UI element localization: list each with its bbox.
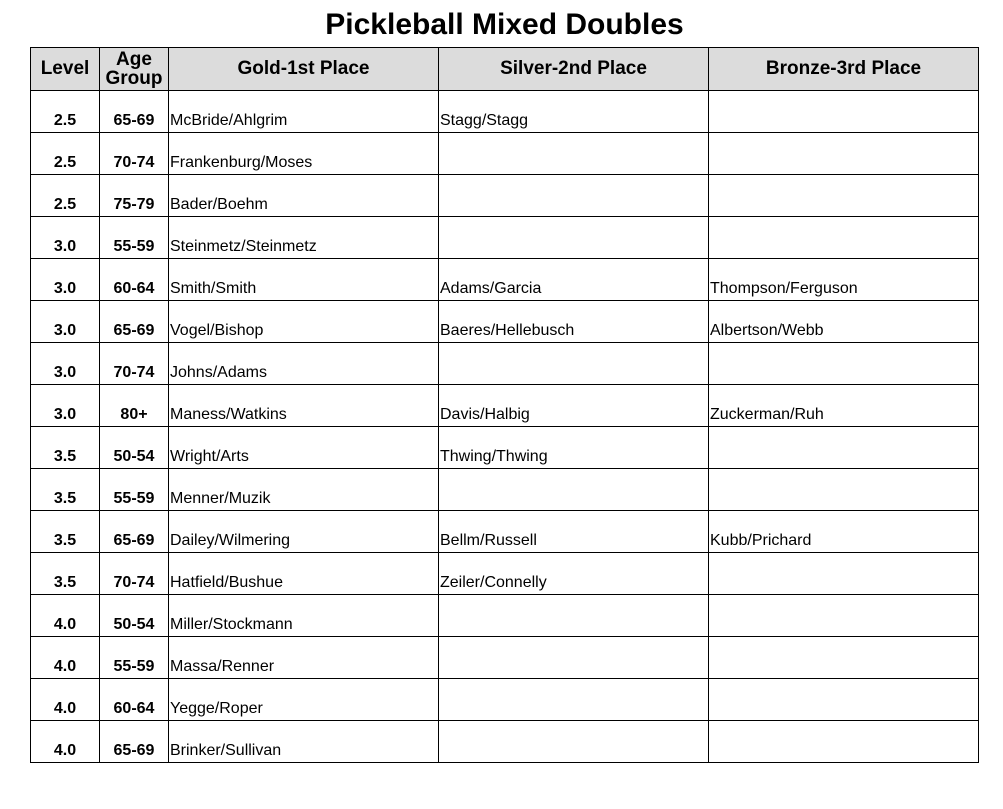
level-cell: 3.5: [31, 553, 100, 595]
silver-cell: Thwing/Thwing: [439, 427, 709, 469]
gold-cell: Massa/Renner: [169, 637, 439, 679]
table-body: [31, 91, 979, 763]
header-gold: Gold-1st Place: [169, 48, 439, 91]
bronze-cell: [709, 133, 979, 175]
header-silver: Silver-2nd Place: [439, 48, 709, 91]
level-cell: 3.0: [31, 343, 100, 385]
bronze-cell: [709, 469, 979, 511]
page-title: Pickleball Mixed Doubles: [325, 8, 684, 41]
table-row: [31, 133, 979, 175]
table-row: [31, 301, 979, 343]
silver-cell: [439, 721, 709, 763]
age-group-cell: 60-64: [100, 679, 169, 721]
gold-cell: Johns/Adams: [169, 343, 439, 385]
age-group-cell: 80+: [100, 385, 169, 427]
silver-cell: [439, 679, 709, 721]
gold-cell: Vogel/Bishop: [169, 301, 439, 343]
bronze-cell: [709, 91, 979, 133]
level-cell: 3.0: [31, 259, 100, 301]
header-age-group: [100, 48, 169, 91]
level-cell: 4.0: [31, 721, 100, 763]
silver-cell: [439, 133, 709, 175]
level-cell: 3.5: [31, 427, 100, 469]
table-row: [31, 721, 979, 763]
silver-cell: Zeiler/Connelly: [439, 553, 709, 595]
silver-cell: [439, 343, 709, 385]
age-group-cell: 55-59: [100, 469, 169, 511]
table-row: [31, 679, 979, 721]
age-group-cell: 70-74: [100, 343, 169, 385]
table-row: [31, 343, 979, 385]
bronze-cell: [709, 217, 979, 259]
age-group-cell: 65-69: [100, 721, 169, 763]
gold-cell: McBride/Ahlgrim: [169, 91, 439, 133]
age-group-cell: 65-69: [100, 301, 169, 343]
table-row: [31, 385, 979, 427]
bronze-cell: [709, 427, 979, 469]
silver-cell: Stagg/Stagg: [439, 91, 709, 133]
header-age-group-line2: Group: [105, 68, 163, 89]
age-group-cell: 55-59: [100, 637, 169, 679]
table-row: [31, 595, 979, 637]
results-table: [30, 47, 979, 763]
bronze-cell: [709, 721, 979, 763]
age-group-cell: 60-64: [100, 259, 169, 301]
table-row: [31, 259, 979, 301]
level-cell: 4.0: [31, 679, 100, 721]
table-row: [31, 175, 979, 217]
bronze-cell: Thompson/Ferguson: [709, 259, 979, 301]
age-group-cell: 50-54: [100, 595, 169, 637]
bronze-cell: [709, 343, 979, 385]
table-row: [31, 511, 979, 553]
silver-cell: [439, 469, 709, 511]
level-cell: 3.0: [31, 385, 100, 427]
gold-cell: Smith/Smith: [169, 259, 439, 301]
bronze-cell: [709, 553, 979, 595]
level-cell: 3.0: [31, 301, 100, 343]
bronze-cell: [709, 679, 979, 721]
silver-cell: Bellm/Russell: [439, 511, 709, 553]
bronze-cell: [709, 637, 979, 679]
level-cell: 3.0: [31, 217, 100, 259]
table-row: [31, 553, 979, 595]
table-row: [31, 217, 979, 259]
age-group-cell: 70-74: [100, 133, 169, 175]
bronze-cell: Zuckerman/Ruh: [709, 385, 979, 427]
level-cell: 3.5: [31, 469, 100, 511]
level-cell: 2.5: [31, 91, 100, 133]
gold-cell: Wright/Arts: [169, 427, 439, 469]
silver-cell: Adams/Garcia: [439, 259, 709, 301]
bronze-cell: Albertson/Webb: [709, 301, 979, 343]
level-cell: 2.5: [31, 175, 100, 217]
age-group-cell: 70-74: [100, 553, 169, 595]
age-group-cell: 55-59: [100, 217, 169, 259]
gold-cell: Hatfield/Bushue: [169, 553, 439, 595]
level-cell: 2.5: [31, 133, 100, 175]
age-group-cell: 65-69: [100, 91, 169, 133]
age-group-cell: 50-54: [100, 427, 169, 469]
header-bronze: Bronze-3rd Place: [709, 48, 979, 91]
table-row: [31, 637, 979, 679]
silver-cell: [439, 217, 709, 259]
silver-cell: Baeres/Hellebusch: [439, 301, 709, 343]
table-row: [31, 427, 979, 469]
header-row: [31, 48, 979, 91]
table-header: [31, 48, 979, 91]
bronze-cell: [709, 595, 979, 637]
silver-cell: Davis/Halbig: [439, 385, 709, 427]
gold-cell: Maness/Watkins: [169, 385, 439, 427]
silver-cell: [439, 595, 709, 637]
header-age-group-line1: Age: [116, 49, 152, 70]
bronze-cell: Kubb/Prichard: [709, 511, 979, 553]
gold-cell: Yegge/Roper: [169, 679, 439, 721]
gold-cell: Bader/Boehm: [169, 175, 439, 217]
level-cell: 3.5: [31, 511, 100, 553]
silver-cell: [439, 637, 709, 679]
age-group-cell: 75-79: [100, 175, 169, 217]
table-row: [31, 91, 979, 133]
gold-cell: Brinker/Sullivan: [169, 721, 439, 763]
level-cell: 4.0: [31, 637, 100, 679]
gold-cell: Miller/Stockmann: [169, 595, 439, 637]
gold-cell: Dailey/Wilmering: [169, 511, 439, 553]
table-row: [31, 469, 979, 511]
header-level: Level: [31, 48, 100, 91]
silver-cell: [439, 175, 709, 217]
age-group-cell: 65-69: [100, 511, 169, 553]
level-cell: 4.0: [31, 595, 100, 637]
gold-cell: Steinmetz/Steinmetz: [169, 217, 439, 259]
gold-cell: Frankenburg/Moses: [169, 133, 439, 175]
bronze-cell: [709, 175, 979, 217]
gold-cell: Menner/Muzik: [169, 469, 439, 511]
